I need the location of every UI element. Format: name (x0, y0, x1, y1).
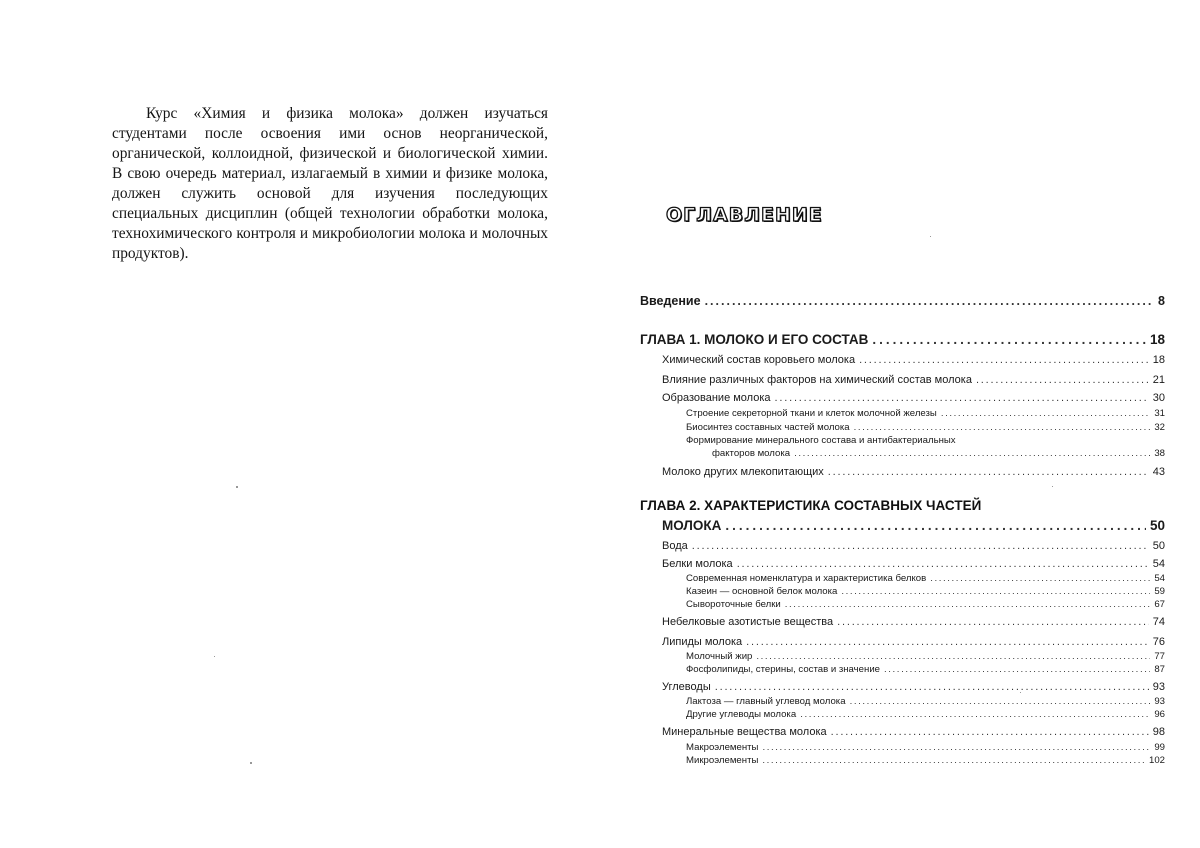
dot-leader (775, 392, 1149, 404)
dot-leader (794, 448, 1150, 459)
toc-entry-page: 32 (1154, 422, 1165, 433)
dot-leader (854, 422, 1151, 433)
toc-entry-label: Химический состав коровьего молока (662, 354, 856, 366)
toc-subentry[interactable] (686, 696, 1165, 707)
dot-leader (692, 540, 1149, 552)
toc-entry-page: 8 (1158, 294, 1165, 308)
toc-entry[interactable] (662, 466, 1165, 478)
scan-speck (236, 486, 238, 488)
toc-entry-page: 76 (1152, 636, 1165, 648)
toc-entry[interactable] (662, 616, 1165, 628)
toc-subentry[interactable] (686, 742, 1165, 753)
toc-entry-page: 50 (1149, 518, 1165, 533)
toc-entry[interactable] (662, 374, 1165, 386)
toc-entry-label: Влияние различных факторов на химический состав молока (662, 374, 972, 386)
toc-entry[interactable] (662, 558, 1165, 570)
toc-entry-label: Образование молока (662, 392, 771, 404)
dot-leader (785, 599, 1151, 610)
toc-entry-page: 67 (1154, 599, 1165, 610)
toc-entry-page: 31 (1154, 408, 1165, 419)
toc-entry[interactable] (662, 540, 1165, 552)
toc-entry-page: 74 (1152, 616, 1165, 628)
dot-leader (859, 354, 1149, 366)
toc-entry-label: Вода (662, 540, 688, 552)
toc-entry-page: 21 (1152, 374, 1165, 386)
toc-chapter-label: МОЛОКА (662, 518, 722, 533)
toc-entry-label: Микроэлементы (686, 755, 759, 766)
toc-entry[interactable] (640, 294, 1165, 308)
toc-entry-page: 96 (1154, 709, 1165, 720)
toc-entry-label: факторов молока (712, 448, 791, 459)
toc-entry-page: 54 (1152, 558, 1165, 570)
dot-leader (737, 558, 1149, 570)
right-page (600, 0, 1200, 848)
dot-leader (837, 616, 1149, 628)
toc-chapter[interactable] (640, 332, 1165, 347)
toc-entry-page: 30 (1152, 392, 1165, 404)
scan-speck (1020, 692, 1021, 693)
toc-entry-page: 93 (1152, 681, 1165, 693)
toc-subentry[interactable] (712, 448, 1165, 459)
dot-leader (872, 332, 1146, 347)
toc-subentry[interactable] (686, 422, 1165, 433)
dot-leader (828, 466, 1149, 478)
toc-entry-page: 77 (1154, 651, 1165, 662)
toc-subentry[interactable] (686, 651, 1165, 662)
toc-entry-page: 59 (1154, 586, 1165, 597)
dot-leader (841, 586, 1150, 597)
toc-chapter[interactable] (662, 518, 1165, 533)
toc-subentry[interactable] (686, 408, 1165, 419)
toc-entry-label: Сывороточные белки (686, 599, 781, 610)
toc-entry-page: 98 (1152, 726, 1165, 738)
dot-leader (762, 742, 1150, 753)
toc-entry-label: Минеральные вещества молока (662, 726, 827, 738)
toc-entry-label: Лактоза — главный углевод молока (686, 696, 846, 707)
dot-leader (705, 294, 1154, 308)
dot-leader (725, 518, 1146, 533)
dot-leader (976, 374, 1149, 386)
scan-speck (214, 656, 215, 657)
toc-entry-label: Молоко других млекопитающих (662, 466, 824, 478)
scan-speck (930, 236, 931, 237)
toc-entry-page: 50 (1152, 540, 1165, 552)
dot-leader (715, 681, 1149, 693)
toc-entry-label: Макроэлементы (686, 742, 759, 753)
toc-subentry[interactable] (686, 664, 1165, 675)
toc-chapter-first-line: ГЛАВА 2. ХАРАКТЕРИСТИКА СОСТАВНЫХ ЧАСТЕЙ (640, 498, 982, 513)
toc-entry-label: Белки молока (662, 558, 733, 570)
scan-speck (1052, 486, 1053, 487)
dot-leader (850, 696, 1151, 707)
dot-leader (746, 636, 1149, 648)
toc-subentry[interactable] (686, 599, 1165, 610)
toc-entry[interactable] (662, 354, 1165, 366)
toc-entry[interactable] (662, 681, 1165, 693)
toc-entry[interactable] (662, 726, 1165, 738)
toc-entry-label: Другие углеводы молока (686, 709, 797, 720)
toc-entry-page: 43 (1152, 466, 1165, 478)
toc-title: ОГЛАВЛЕНИЕ (666, 204, 823, 226)
toc-entry[interactable] (662, 636, 1165, 648)
dot-leader (756, 651, 1150, 662)
toc-entry-label: Фосфолипиды, стерины, состав и значение (686, 664, 881, 675)
dot-leader (762, 755, 1145, 766)
scan-speck (250, 762, 252, 764)
toc-entry-page: 54 (1154, 573, 1165, 584)
toc-entry-label: Введение (640, 294, 701, 308)
toc-entry-label: Углеводы (662, 681, 711, 693)
toc-subentry[interactable] (686, 573, 1165, 584)
toc-entry-page: 87 (1154, 664, 1165, 675)
toc-entry-label: Молочный жир (686, 651, 753, 662)
toc-subentry-first-line: Формирование минерального состава и антибактериальных (686, 435, 956, 446)
toc-entry-label: Биосинтез составных частей молока (686, 422, 850, 433)
toc-subentry[interactable] (686, 709, 1165, 720)
dot-leader (941, 408, 1150, 419)
toc-entry-label: Казеин — основной белок молока (686, 586, 838, 597)
toc-entry-label: Строение секреторной ткани и клеток молочной железы (686, 408, 937, 419)
toc-chapter-label: ГЛАВА 1. МОЛОКО И ЕГО СОСТАВ (640, 332, 869, 347)
toc-subentry[interactable] (686, 755, 1165, 766)
toc-entry-label: Современная номенклатура и характеристика белков (686, 573, 927, 584)
toc-entry-page: 18 (1149, 332, 1165, 347)
toc-entry[interactable] (662, 392, 1165, 404)
toc-subentry[interactable] (686, 586, 1165, 597)
dot-leader (831, 726, 1149, 738)
toc-entry-label: Небелковые азотистые вещества (662, 616, 834, 628)
toc-entry-page: 102 (1148, 755, 1165, 766)
dot-leader (930, 573, 1150, 584)
toc-entry-page: 38 (1154, 448, 1165, 459)
dot-leader (884, 664, 1150, 675)
intro-paragraph: Курс «Химия и физика молока» должен изучаться студентами после освоения ими основ неорганической, органической, коллоидной, физической и биологической химии. В свою очередь материал, излагаемый в химии и физике молока, должен служить основой для изучения последующих специальных дисциплин (общей технологии обработки молока, технохимического контроля и микробиологии молока и молочных продуктов). (112, 105, 548, 262)
toc-entry-page: 99 (1154, 742, 1165, 753)
dot-leader (800, 709, 1150, 720)
toc-entry-page: 93 (1154, 696, 1165, 707)
toc-entry-label: Липиды молока (662, 636, 743, 648)
toc-entry-page: 18 (1152, 354, 1165, 366)
